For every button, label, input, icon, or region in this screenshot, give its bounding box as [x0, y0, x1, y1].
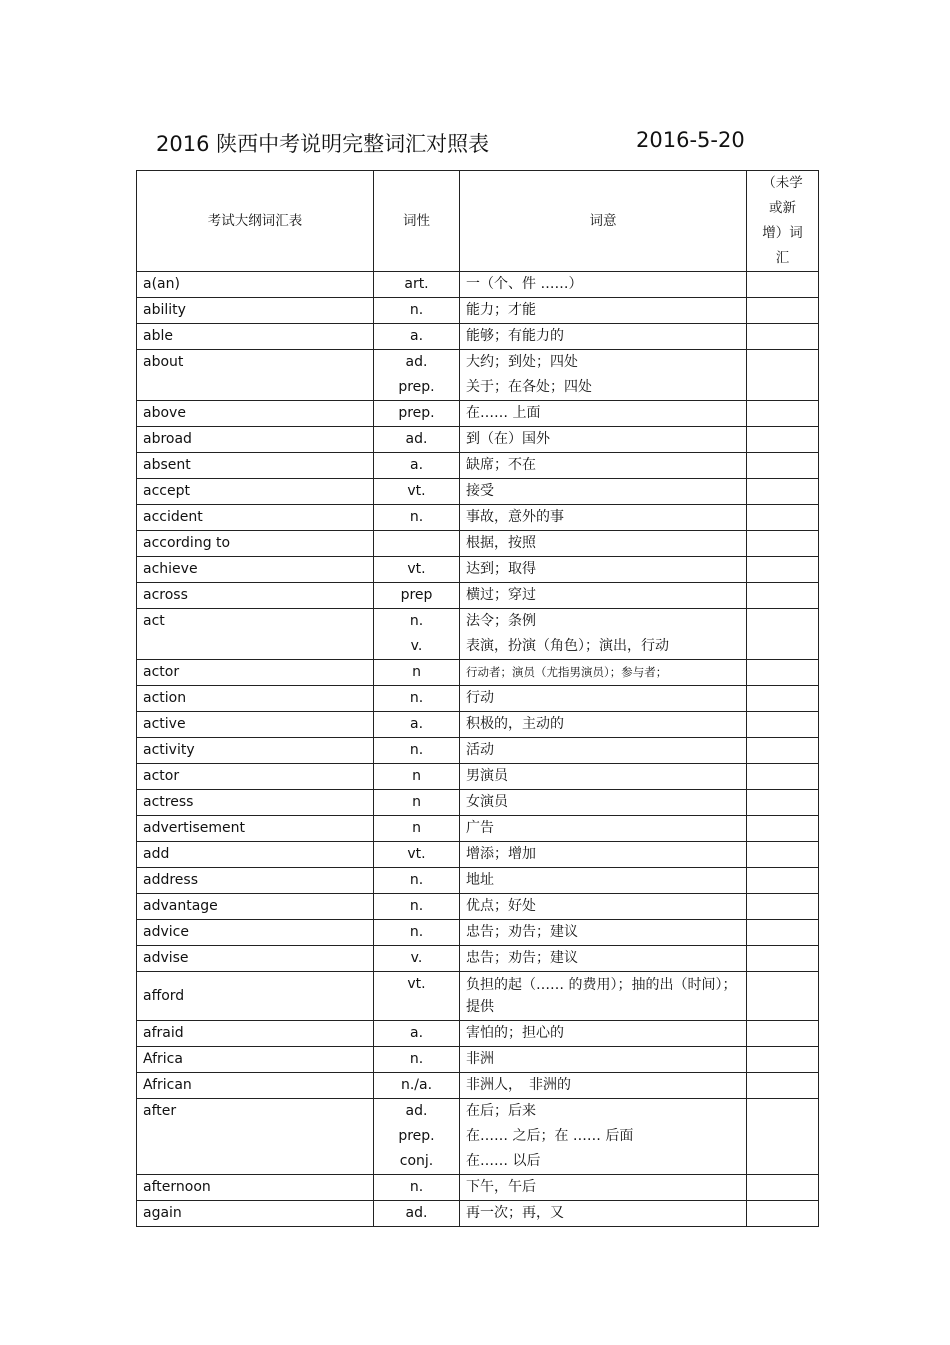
- table-row: [137, 557, 819, 583]
- table-row: [137, 427, 819, 453]
- word-cell: accept: [137, 479, 374, 505]
- meaning-cell: [460, 583, 747, 609]
- meaning-cell: [460, 505, 747, 531]
- meaning-text: 大约；到处；四处: [466, 354, 578, 370]
- word-cell: advertisement: [137, 816, 374, 842]
- pos-cell: [374, 453, 460, 479]
- meaning-cell: [460, 816, 747, 842]
- meaning-cell: [460, 842, 747, 868]
- word-cell: accident: [137, 505, 374, 531]
- note-cell: [747, 946, 819, 972]
- meaning-text: 男演员: [466, 768, 508, 784]
- note-cell: [747, 790, 819, 816]
- meaning-text: 广告: [466, 820, 494, 836]
- pos-cell: [374, 272, 460, 298]
- meaning-text: 一（个、件 ……）: [466, 276, 583, 292]
- meaning-text: 缺席；不在: [466, 457, 536, 473]
- meaning-cell: [460, 324, 747, 350]
- note-cell: [747, 686, 819, 712]
- table-row: [137, 946, 819, 972]
- note-cell: [747, 453, 819, 479]
- pos-text: n.: [409, 1051, 424, 1067]
- word-cell: advise: [137, 946, 374, 972]
- note-cell: [747, 868, 819, 894]
- note-header-line: 或新: [769, 200, 796, 216]
- note-cell: [747, 1175, 819, 1201]
- meaning-text: 能力；才能: [466, 302, 536, 318]
- meaning-cell: [460, 609, 747, 660]
- table-row: [137, 868, 819, 894]
- word-cell: after: [137, 1099, 374, 1175]
- pos-cell: [374, 738, 460, 764]
- pos-text: n.: [409, 872, 424, 888]
- word-cell: active: [137, 712, 374, 738]
- table-row: [137, 1073, 819, 1099]
- document-date: 2016-5-20: [636, 128, 745, 152]
- meaning-text: 达到；取得: [466, 561, 536, 577]
- note-cell: [747, 920, 819, 946]
- word-cell: African: [137, 1073, 374, 1099]
- pos-cell: [374, 505, 460, 531]
- meaning-text: 行动者；演员（尤指男演员）；参与者；: [466, 665, 668, 679]
- meaning-text: 忠告；劝告；建议: [466, 950, 578, 966]
- meaning-cell: [460, 946, 747, 972]
- pos-cell: [374, 712, 460, 738]
- note-cell: [747, 505, 819, 531]
- note-cell: [747, 738, 819, 764]
- word-cell: act: [137, 609, 374, 660]
- meaning-cell: [460, 1175, 747, 1201]
- pos-text: n.: [409, 898, 424, 914]
- pos-text: n.: [409, 690, 424, 706]
- meaning-cell: [460, 764, 747, 790]
- meaning-cell: [460, 557, 747, 583]
- meaning-cell: [460, 894, 747, 920]
- word-cell: advantage: [137, 894, 374, 920]
- note-cell: [747, 324, 819, 350]
- pos-cell: [374, 427, 460, 453]
- word-cell: ability: [137, 298, 374, 324]
- table-row: [137, 972, 819, 1021]
- pos-text: n.: [409, 613, 424, 629]
- word-cell: activity: [137, 738, 374, 764]
- pos-text: n.: [409, 924, 424, 940]
- table-row: [137, 712, 819, 738]
- meaning-cell: [460, 738, 747, 764]
- note-cell: [747, 972, 819, 1021]
- table-row: [137, 842, 819, 868]
- table-row: [137, 686, 819, 712]
- meaning-cell: [460, 790, 747, 816]
- pos-cell: [374, 609, 460, 660]
- meaning-text: 在…… 以后: [466, 1153, 541, 1169]
- meaning-cell: [460, 427, 747, 453]
- meaning-text: 行动: [466, 690, 494, 706]
- meaning-cell: [460, 298, 747, 324]
- meaning-text: 负担的起（…… 的费用）；抽的出（时间）；提供: [466, 977, 737, 1015]
- pos-cell: [374, 764, 460, 790]
- pos-cell: [374, 894, 460, 920]
- pos-cell: [374, 1099, 460, 1175]
- meaning-cell: [460, 1047, 747, 1073]
- meaning-text: 法令；条例: [466, 613, 536, 629]
- note-cell: [747, 1099, 819, 1175]
- meaning-text: 积极的，主动的: [466, 716, 564, 732]
- note-cell: [747, 609, 819, 660]
- pos-text: n.: [409, 302, 424, 318]
- pos-text: a.: [409, 328, 424, 344]
- table-row: [137, 1047, 819, 1073]
- meaning-cell: [460, 401, 747, 427]
- note-cell: [747, 557, 819, 583]
- note-cell: [747, 712, 819, 738]
- meaning-cell: [460, 453, 747, 479]
- word-cell: a(an): [137, 272, 374, 298]
- pos-text: v.: [410, 950, 423, 966]
- pos-text: prep: [400, 587, 433, 603]
- meaning-text: 横过；穿过: [466, 587, 536, 603]
- pos-text: prep.: [398, 405, 435, 421]
- word-cell: according to: [137, 531, 374, 557]
- note-cell: [747, 1047, 819, 1073]
- word-cell: again: [137, 1201, 374, 1227]
- table-row: [137, 790, 819, 816]
- pos-cell: [374, 350, 460, 401]
- pos-text: vt.: [407, 483, 426, 499]
- table-row: [137, 1201, 819, 1227]
- meaning-text: 优点；好处: [466, 898, 536, 914]
- meaning-text: 根据，按照: [466, 535, 536, 551]
- table-row: [137, 324, 819, 350]
- meaning-cell: [460, 350, 747, 401]
- pos-text: conj.: [399, 1153, 434, 1169]
- pos-cell: [374, 324, 460, 350]
- note-cell: [747, 660, 819, 686]
- table-row: [137, 609, 819, 660]
- meaning-text: 能够；有能力的: [466, 328, 564, 344]
- meaning-cell: [460, 272, 747, 298]
- pos-cell: [374, 583, 460, 609]
- pos-text: prep.: [398, 1128, 435, 1144]
- meaning-cell: [460, 686, 747, 712]
- meaning-text: 表演，扮演（角色）；演出，行动: [466, 638, 669, 654]
- meaning-cell: [460, 531, 747, 557]
- meaning-cell: [460, 1021, 747, 1047]
- meaning-text: 害怕的；担心的: [466, 1025, 564, 1041]
- note-cell: [747, 350, 819, 401]
- table-row: [137, 764, 819, 790]
- table-row: [137, 350, 819, 401]
- table-row: [137, 660, 819, 686]
- pos-text: ad.: [405, 354, 428, 370]
- pos-text: vt.: [407, 561, 426, 577]
- meaning-cell: [460, 712, 747, 738]
- table-row: [137, 816, 819, 842]
- meaning-cell: [460, 660, 747, 686]
- note-cell: [747, 1073, 819, 1099]
- pos-cell: [374, 557, 460, 583]
- page-title: 2016 陕西中考说明完整词汇对照表: [156, 132, 490, 156]
- word-cell: afternoon: [137, 1175, 374, 1201]
- pos-text: n./a.: [400, 1077, 433, 1093]
- note-cell: [747, 894, 819, 920]
- note-cell: [747, 842, 819, 868]
- meaning-cell: [460, 972, 747, 1021]
- note-cell: [747, 479, 819, 505]
- meaning-cell: [460, 479, 747, 505]
- pos-text: n: [412, 820, 421, 836]
- pos-cell: [374, 790, 460, 816]
- note-cell: [747, 272, 819, 298]
- table-row: [137, 531, 819, 557]
- word-cell: absent: [137, 453, 374, 479]
- pos-text: vt.: [407, 846, 426, 862]
- column-header-pos: 词性: [374, 171, 460, 272]
- word-cell: above: [137, 401, 374, 427]
- note-header-line: 增）词: [762, 225, 803, 241]
- table-row: [137, 479, 819, 505]
- column-header-note: [747, 171, 819, 272]
- table-row: [137, 583, 819, 609]
- note-header-line: 汇: [775, 250, 790, 266]
- note-cell: [747, 298, 819, 324]
- meaning-cell: [460, 1073, 747, 1099]
- word-cell: abroad: [137, 427, 374, 453]
- pos-text: n: [412, 794, 421, 810]
- word-cell: across: [137, 583, 374, 609]
- pos-text: prep.: [398, 379, 435, 395]
- pos-text: n.: [409, 509, 424, 525]
- word-cell: advice: [137, 920, 374, 946]
- pos-cell: [374, 842, 460, 868]
- meaning-text: 在…… 上面: [466, 405, 541, 421]
- pos-cell: [374, 401, 460, 427]
- word-cell: Africa: [137, 1047, 374, 1073]
- meaning-text: 到（在）国外: [466, 431, 550, 447]
- pos-text: ad.: [405, 1205, 428, 1221]
- table-row: [137, 505, 819, 531]
- word-cell: actor: [137, 764, 374, 790]
- meaning-cell: [460, 1099, 747, 1175]
- meaning-cell: [460, 1201, 747, 1227]
- pos-text: v.: [410, 638, 423, 654]
- pos-cell: [374, 816, 460, 842]
- pos-cell: [374, 920, 460, 946]
- meaning-text: 关于；在各处；四处: [466, 379, 592, 395]
- table-row: [137, 738, 819, 764]
- note-cell: [747, 531, 819, 557]
- meaning-text: 在…… 之后；在 …… 后面: [466, 1128, 634, 1144]
- meaning-text: 增添；增加: [466, 846, 536, 862]
- pos-text: a.: [409, 716, 424, 732]
- word-cell: address: [137, 868, 374, 894]
- pos-cell: [374, 1047, 460, 1073]
- note-cell: [747, 427, 819, 453]
- pos-cell: [374, 686, 460, 712]
- table-row: [137, 453, 819, 479]
- table-row: [137, 298, 819, 324]
- table-row: [137, 272, 819, 298]
- pos-text: ad.: [405, 1103, 428, 1119]
- pos-cell: [374, 1073, 460, 1099]
- meaning-text: 地址: [466, 872, 494, 888]
- pos-cell: [374, 479, 460, 505]
- word-cell: afraid: [137, 1021, 374, 1047]
- meaning-cell: [460, 920, 747, 946]
- meaning-text: 在后；后来: [466, 1103, 536, 1119]
- table-row: [137, 894, 819, 920]
- pos-text: n: [412, 768, 421, 784]
- word-cell: about: [137, 350, 374, 401]
- meaning-text: 事故，意外的事: [466, 509, 564, 525]
- pos-cell: [374, 298, 460, 324]
- meaning-text: 非洲: [466, 1051, 494, 1067]
- table-row: [137, 1021, 819, 1047]
- column-header-word: 考试大纲词汇表: [137, 171, 374, 272]
- pos-cell: [374, 1021, 460, 1047]
- pos-text: n.: [409, 1179, 424, 1195]
- word-cell: able: [137, 324, 374, 350]
- table-row: [137, 401, 819, 427]
- pos-cell: [374, 868, 460, 894]
- pos-text: n: [412, 664, 421, 680]
- meaning-text: 忠告；劝告；建议: [466, 924, 578, 940]
- pos-text: ad.: [405, 431, 428, 447]
- note-header-line: （未学: [762, 175, 803, 191]
- meaning-text: 女演员: [466, 794, 508, 810]
- note-cell: [747, 1201, 819, 1227]
- pos-cell: [374, 531, 460, 557]
- word-cell: action: [137, 686, 374, 712]
- pos-cell: [374, 1175, 460, 1201]
- pos-text: a.: [409, 457, 424, 473]
- note-cell: [747, 816, 819, 842]
- word-cell: actress: [137, 790, 374, 816]
- pos-cell: [374, 946, 460, 972]
- note-cell: [747, 764, 819, 790]
- word-cell: afford: [137, 972, 374, 1021]
- pos-text: n.: [409, 742, 424, 758]
- pos-text: a.: [409, 1025, 424, 1041]
- word-cell: actor: [137, 660, 374, 686]
- vocabulary-table: [136, 170, 819, 1227]
- table-row: [137, 1175, 819, 1201]
- meaning-text: 接受: [466, 483, 494, 499]
- note-cell: [747, 401, 819, 427]
- pos-text: vt.: [407, 976, 426, 992]
- word-cell: achieve: [137, 557, 374, 583]
- table-header-row: [137, 171, 819, 272]
- column-header-meaning: 词意: [460, 171, 747, 272]
- table-body: [137, 272, 819, 1227]
- note-cell: [747, 583, 819, 609]
- table-row: [137, 1099, 819, 1175]
- pos-cell: [374, 1201, 460, 1227]
- meaning-text: 非洲人， 非洲的: [466, 1077, 571, 1093]
- pos-cell: [374, 660, 460, 686]
- table-row: [137, 920, 819, 946]
- word-cell: add: [137, 842, 374, 868]
- meaning-cell: [460, 868, 747, 894]
- note-cell: [747, 1021, 819, 1047]
- document-header: [156, 128, 756, 162]
- pos-text: art.: [404, 276, 429, 292]
- meaning-text: 再一次；再，又: [466, 1205, 564, 1221]
- meaning-text: 下午，午后: [466, 1179, 536, 1195]
- meaning-text: 活动: [466, 742, 494, 758]
- pos-cell: [374, 972, 460, 1021]
